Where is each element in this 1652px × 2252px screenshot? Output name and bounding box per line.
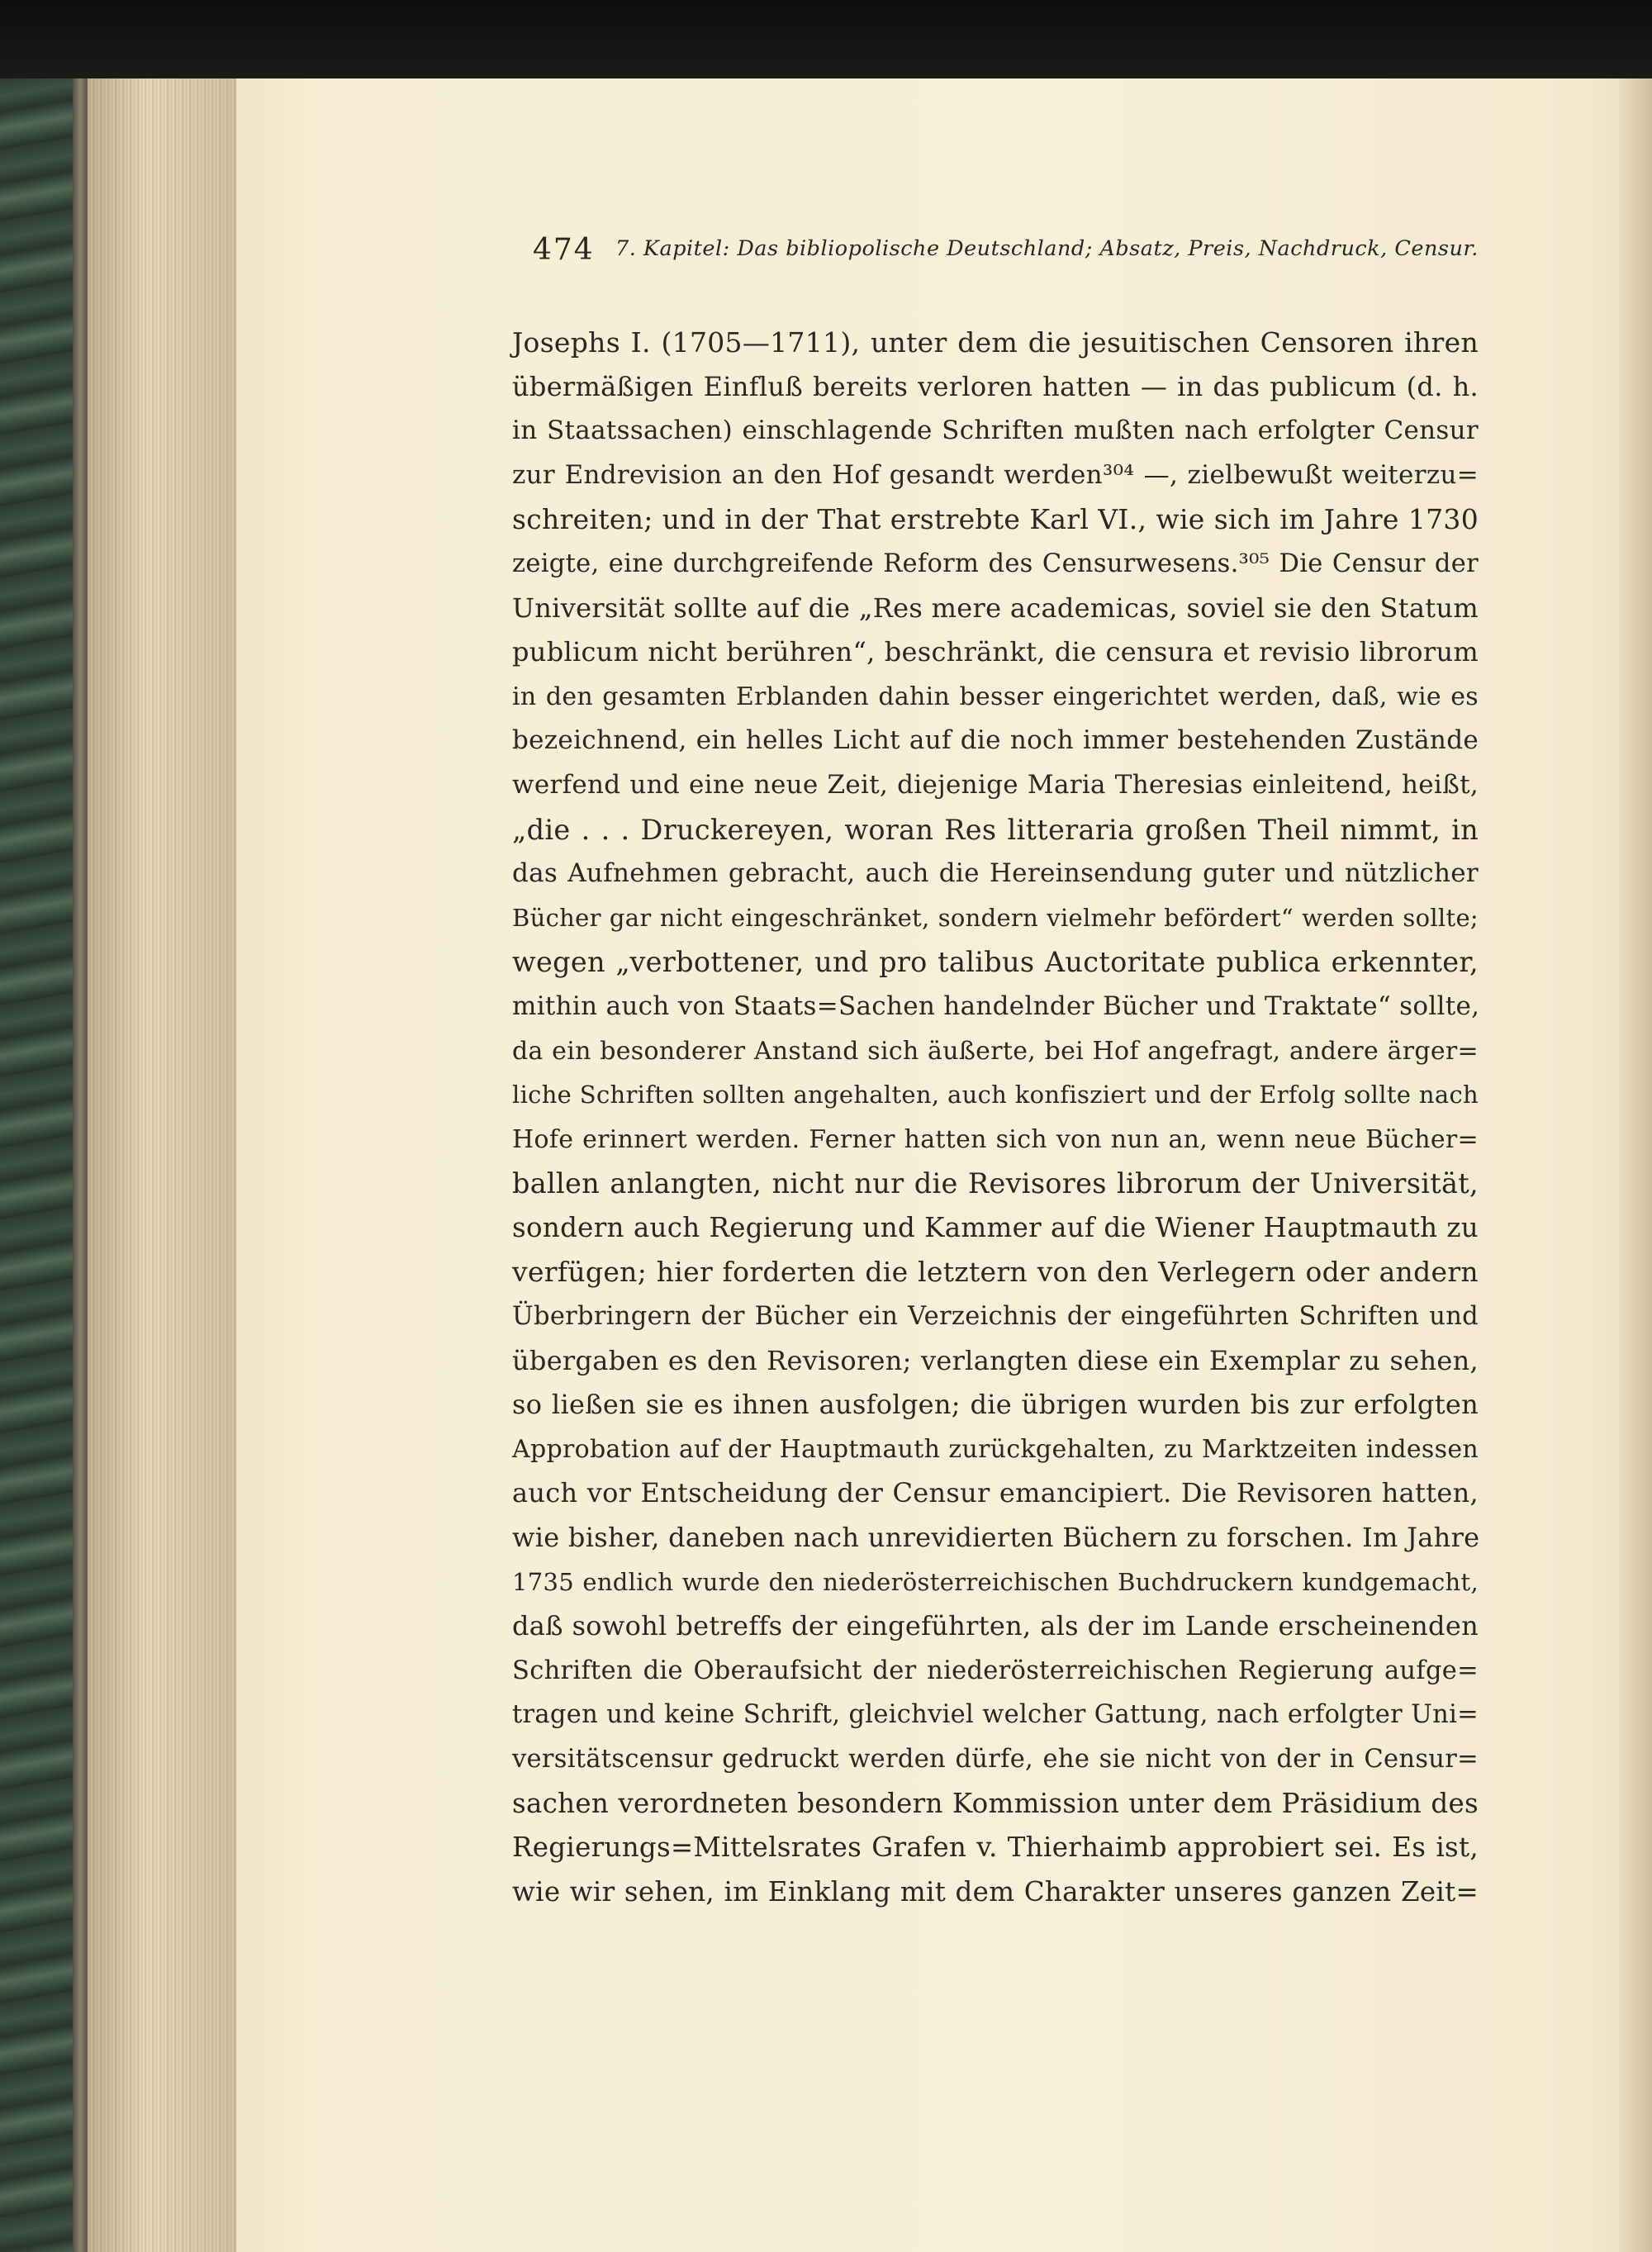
page-right-edge (1619, 78, 1652, 2252)
text-line: in Staatssachen) einschlagende Schriften mußten nach erfolgter Censur (512, 416, 1479, 446)
text-line: in den gesamten Erblanden dahin besser eingerichtet werden, daß, wie es (512, 682, 1479, 711)
text-line: verfügen; hier forderten die letztern von den Verlegern oder andern (512, 1256, 1479, 1289)
text-line: so ließen sie es ihnen ausfolgen; die übrigen wurden bis zur erfolgten (512, 1389, 1479, 1421)
text-line: sondern auch Regierung und Kammer auf die Wiener Hauptmauth zu (512, 1211, 1479, 1243)
page-edges-shade (88, 78, 236, 2252)
text-line: „die . . . Druckereyen, woran Res litteraria großen Theil nimmt, in (512, 813, 1479, 846)
text-line: Schriften die Oberaufsicht der niederösterreichischen Regierung aufge= (512, 1656, 1479, 1685)
text-line: sachen verordneten besondern Kommission unter dem Präsidium des (512, 1787, 1479, 1819)
text-line: Universität sollte auf die „Res mere academicas, soviel sie den Statum (512, 592, 1479, 624)
page-header (533, 233, 1479, 274)
text-line: zur Endrevision an den Hof gesandt werden³⁰⁴ —, zielbewußt weiterzu= (512, 459, 1479, 490)
text-line: Regierungs=Mittelsrates Grafen v. Thierhaimb approbiert sei. Es ist, (512, 1832, 1479, 1864)
text-line: zeigte, eine durchgreifende Reform des Censurwesens.³⁰⁵ Die Censur der (512, 549, 1479, 578)
text-line: schreiten; und in der That erstrebte Karl VI., wie sich im Jahre 1730 (512, 503, 1479, 536)
text-line: bezeichnend, ein helles Licht auf die noch immer bestehenden Zustände (512, 725, 1479, 756)
text-line: daß sowohl betreffs der eingeführten, als der im Lande erscheinenden (512, 1610, 1479, 1642)
text-line: Approbation auf der Hauptmauth zurückgehalten, zu Marktzeiten indessen (512, 1434, 1479, 1464)
text-line: tragen und keine Schrift, gleichviel welcher Gattung, nach erfolgter Uni= (512, 1700, 1479, 1730)
text-line: liche Schriften sollten angehalten, auch konfisziert und der Erfolg sollte nach (512, 1081, 1479, 1109)
text-line: ballen anlangten, nicht nur die Revisores librorum der Universität, (512, 1167, 1479, 1200)
text-line: versitätscensur gedruckt werden dürfe, ehe sie nicht von der in Censur= (512, 1745, 1479, 1774)
body-text (512, 321, 1479, 1914)
text-line: 1735 endlich wurde den niederösterreichischen Buchdruckern kundgemacht, (512, 1567, 1479, 1596)
text-line: mithin auch von Staats=Sachen handelnder Bücher und Traktate“ sollte, (512, 991, 1480, 1021)
text-line: übergaben es den Revisoren; verlangten diese ein Exemplar zu sehen, (512, 1344, 1479, 1376)
running-head: 7. Kapitel: Das bibliopolische Deutschland; Absatz, Preis, Nachdruck, Censur. (615, 236, 1479, 261)
text-line: Josephs I. (1705—1711), unter dem die jesuitischen Censoren ihren (512, 326, 1479, 359)
page-number: 474 (533, 233, 595, 267)
text-line: wie wir sehen, im Einklang mit dem Charakter unseres ganzen Zeit= (512, 1875, 1479, 1908)
text-line: wegen „verbottener, und pro talibus Auctoritate publica erkennter, (512, 946, 1479, 979)
text-line: Überbringern der Bücher ein Verzeichnis der eingeführten Schriften und (512, 1302, 1479, 1332)
text-line: Hofe erinnert werden. Ferner hatten sich von nun an, wenn neue Bücher= (512, 1124, 1479, 1154)
text-line: werfend und eine neue Zeit, diejenige Maria Theresias einleitend, heißt, (512, 769, 1479, 800)
text-line: das Aufnehmen gebracht, auch die Hereinsendung guter und nützlicher (512, 858, 1479, 889)
text-line: Bücher gar nicht eingeschränket, sondern vielmehr befördert“ werden sollte; (512, 903, 1479, 932)
text-line: publicum nicht berühren“, beschränkt, die censura et revisio librorum (512, 636, 1479, 668)
text-line: übermäßigen Einfluß bereits verloren hatten — in das publicum (d. h. (512, 370, 1479, 402)
text-line: auch vor Entscheidung der Censur emancipiert. Die Revisoren hatten, (512, 1477, 1479, 1509)
text-line: da ein besonderer Anstand sich äußerte, bei Hof angefragt, andere ärger= (512, 1036, 1479, 1066)
spine-edge (73, 78, 88, 2252)
text-line: wie bisher, daneben nach unrevidierten Büchern zu forschen. Im Jahre (512, 1522, 1480, 1554)
scan-background (0, 0, 1652, 78)
